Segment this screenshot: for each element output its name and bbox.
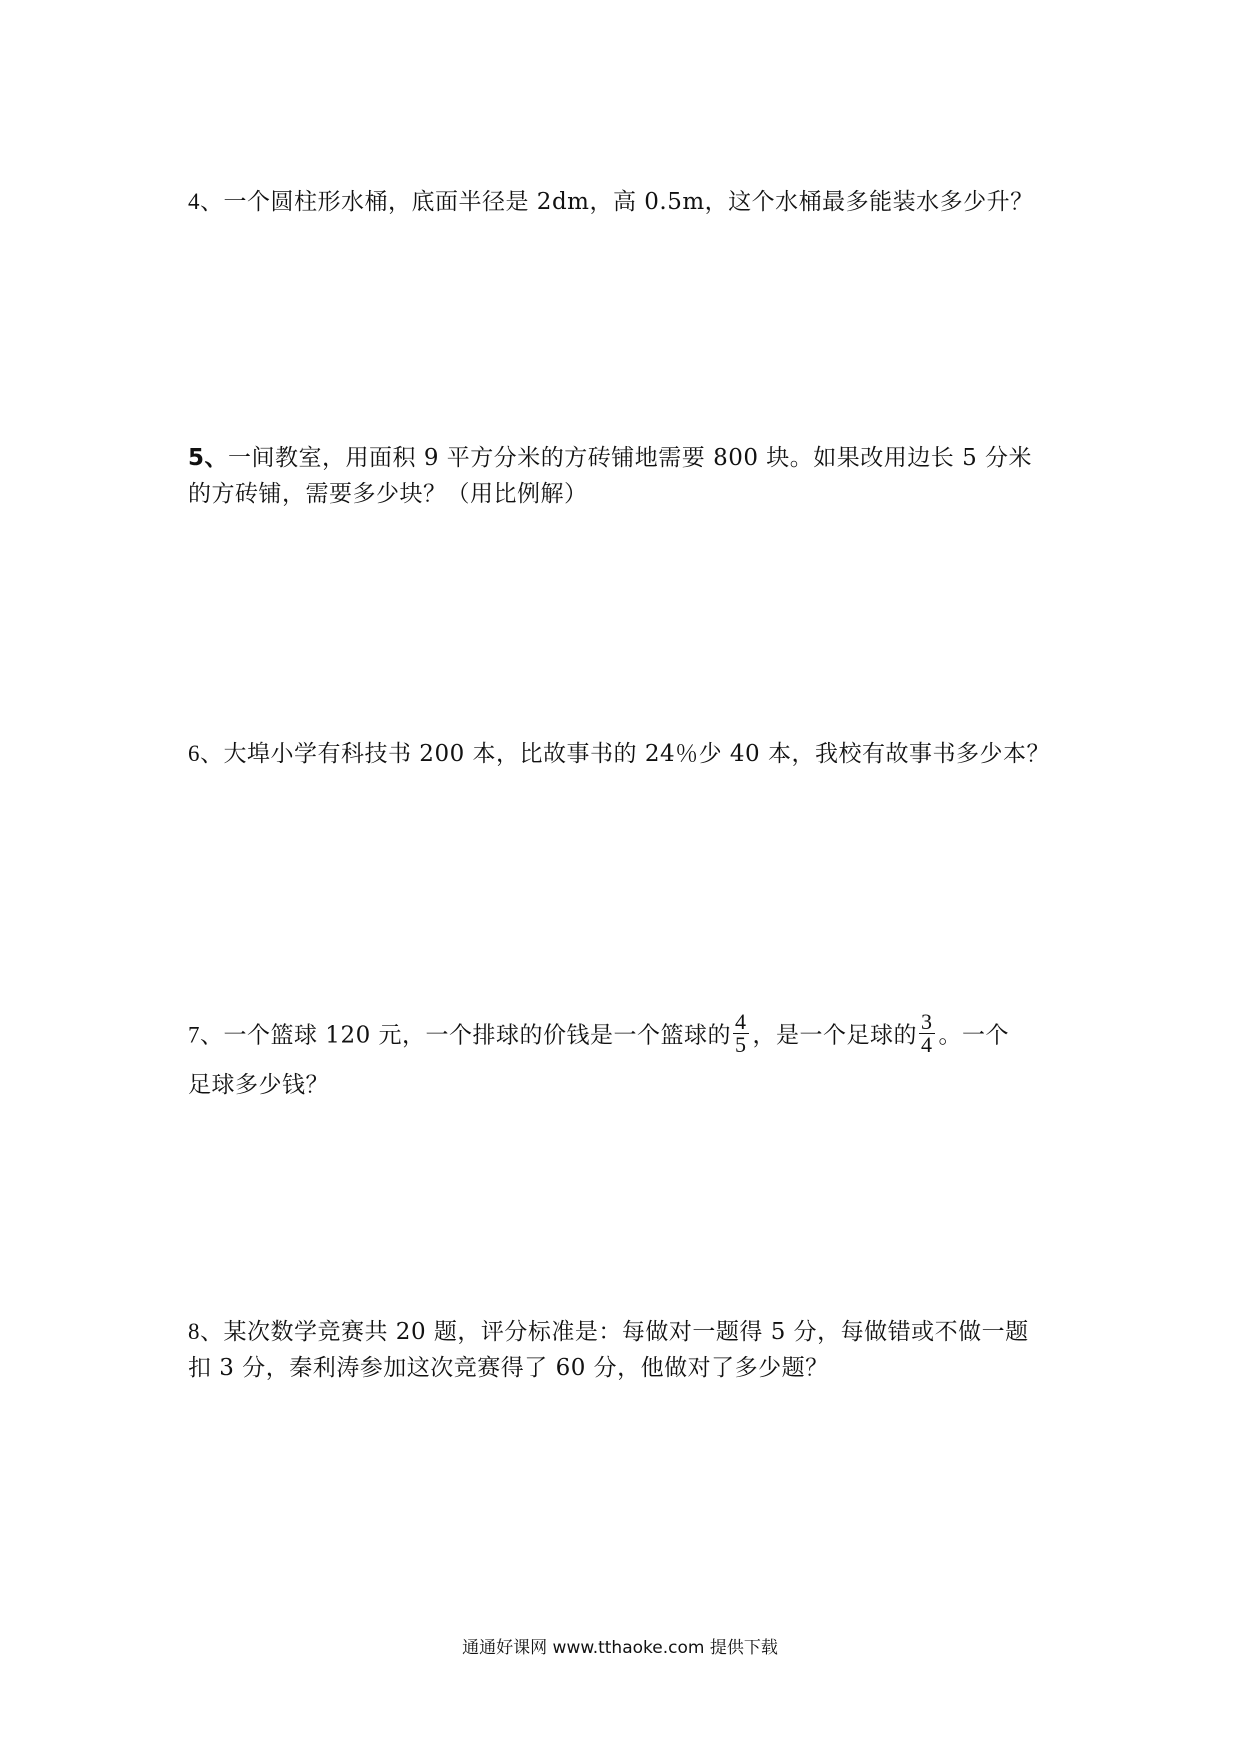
question-8 <box>188 1314 1058 1386</box>
question-4 <box>188 184 1058 220</box>
page-footer: 通通好课网 www.tthaoke.com 提供下载 <box>462 1638 778 1658</box>
question-5-line-1 <box>188 440 1058 476</box>
question-8-text-line-2: 扣 3 分，秦利涛参加这次竞赛得了 60 分，他做对了多少题？ <box>188 1355 829 1381</box>
question-5 <box>188 440 1058 512</box>
question-5-text-line-2: 的方砖铺，需要多少块？（用比例解） <box>188 481 588 507</box>
question-8-number: 8、 <box>188 1319 224 1344</box>
question-7-text-part-1: 一个篮球 120 元，一个排球的价钱是一个篮球的 <box>223 1022 732 1049</box>
question-6-number: 6、 <box>188 741 224 766</box>
question-6 <box>188 736 1058 772</box>
fraction-2-numerator: 3 <box>921 1009 933 1034</box>
question-4-text: 一个圆柱形水桶，底面半径是 2dm，高 0.5m，这个水桶最多能装水多少升？ <box>223 189 1034 215</box>
question-4-number: 4、 <box>188 189 224 214</box>
question-7-text-part-3: 。一个 <box>938 1022 1010 1049</box>
question-8-line-1 <box>188 1314 1058 1350</box>
question-7-text-line-2: 足球多少钱？ <box>188 1072 329 1098</box>
question-6-line-1 <box>188 736 1058 772</box>
question-5-text-line-1: 一间教室，用面积 9 平方分米的方砖铺地需要 800 块。如果改用边长 5 分米 <box>228 445 1033 471</box>
question-7-number: 7、 <box>188 1022 224 1048</box>
question-4-line-1 <box>188 184 1058 220</box>
question-8-text-line-1: 某次数学竞赛共 20 题，评分标准是：每做对一题得 5 分，每做错或不做一题 <box>223 1319 1029 1345</box>
question-7 <box>188 1009 1058 1103</box>
fraction-1-denominator: 5 <box>735 1032 747 1057</box>
fraction-2-denominator: 4 <box>921 1032 933 1057</box>
fraction-three-fourths <box>919 1011 935 1056</box>
fraction-1-numerator: 4 <box>735 1009 747 1034</box>
question-6-text: 大埠小学有科技书 200 本，比故事书的 24％少 40 本，我校有故事书多少本？ <box>223 741 1050 767</box>
fraction-four-fifths <box>733 1011 749 1056</box>
question-5-number: 5、 <box>188 445 229 471</box>
question-7-line-1 <box>188 1009 1058 1059</box>
question-7-text-part-2: ，是一个足球的 <box>752 1022 918 1049</box>
